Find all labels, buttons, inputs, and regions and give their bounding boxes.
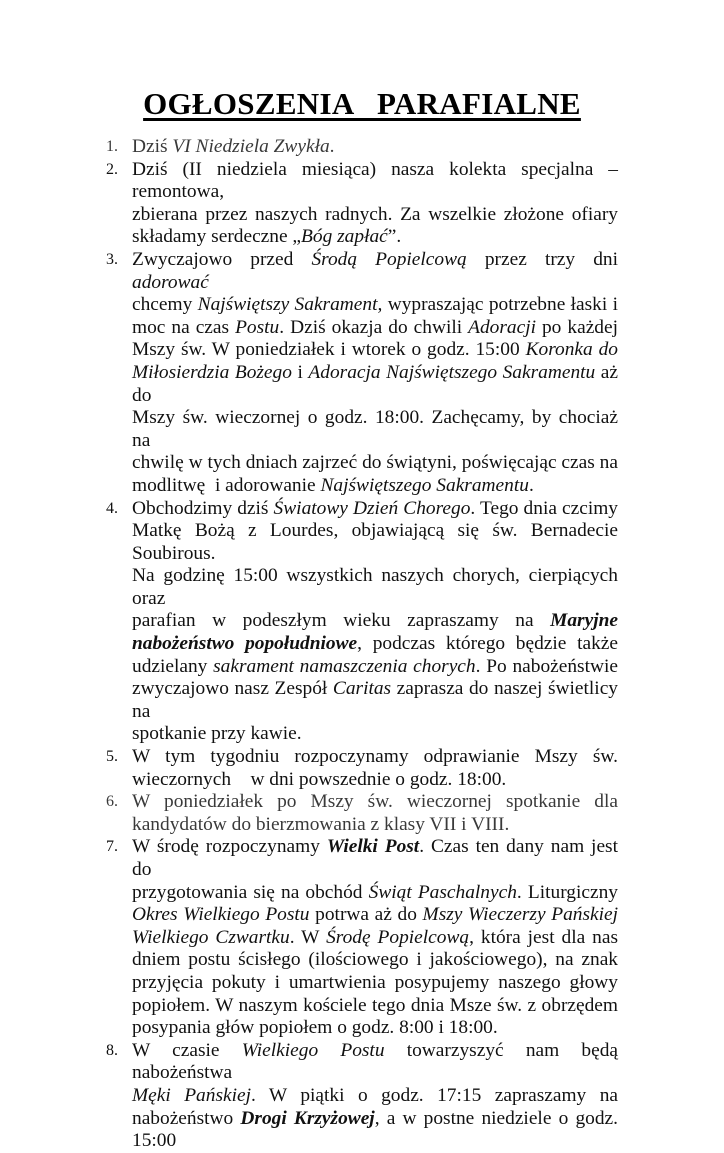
text-run: Dziś (II niedziela miesiąca) nasza kolekta specjalna – remontowa, [132, 158, 623, 203]
emphasized-text: Bóg zapłać [301, 226, 388, 248]
text-run: dniem postu ścisłego (ilościowego i jakościowego), na znak [132, 949, 618, 971]
text-run: Mszy św. W poniedziałek i wtorek o godz. 15:00 [132, 339, 526, 361]
announcement-item [106, 248, 623, 498]
text-line [132, 814, 618, 837]
text-line [132, 1107, 623, 1153]
text-run: . Czas ten dany nam jest do [132, 836, 623, 880]
text-line [132, 769, 618, 792]
text-run: , podczas którego będzie także [357, 633, 618, 655]
text-line [132, 1085, 618, 1108]
text-run: . Dziś okazja do chwili [279, 316, 469, 338]
emphasized-text: Najświętszego Sakramentu [320, 474, 529, 496]
text-run: spotkanie przy kawie. [132, 723, 302, 745]
text-line [132, 610, 618, 633]
text-run: Dziś [132, 136, 173, 157]
text-line [132, 972, 618, 995]
emphasized-text: Świąt Paschalnych [368, 881, 517, 903]
text-run: popiołem. W naszym kościele tego dnia Msze św. z obrzędem [132, 994, 618, 1016]
text-run: Matkę Bożą z Lourdes, objawiającą się św. Bernadecie Soubirous. [132, 520, 623, 564]
emphasized-text: VI Niedziela Zwykła [172, 136, 330, 157]
text-run: . Po nabożeństwie [475, 655, 618, 677]
text-line [132, 407, 623, 452]
item-number: 8. [106, 1041, 118, 1059]
text-line [132, 158, 623, 204]
text-line [132, 1017, 618, 1040]
text-run: W czasie [132, 1039, 242, 1061]
emphasized-text: adorować [132, 271, 209, 293]
text-line [132, 995, 618, 1018]
text-run: towarzyszyć nam będą nabożeństwa [132, 1039, 623, 1084]
text-run: . W piątki o godz. 17:15 zapraszamy na [250, 1084, 618, 1106]
text-run: wieczornych w dni powszednie o godz. 18:00. [132, 768, 507, 790]
text-line [132, 361, 623, 407]
text-line [132, 633, 618, 656]
text-run: parafian w podeszłym wieku zapraszamy na [132, 610, 551, 632]
text-run: składamy serdeczne „ [132, 226, 302, 248]
emphasized-text: Środą Popielcową [311, 248, 467, 270]
text-line [132, 656, 618, 679]
text-line [132, 565, 623, 610]
text-line [132, 248, 623, 294]
text-line [132, 882, 618, 905]
text-run: zbierana przez naszych radnych. Za wszelkie złożone ofiary [132, 203, 618, 225]
emphasized-text: Adoracja Najświętszego Sakramentu [308, 361, 596, 383]
text-run: przyjęcia pokuty i umartwienia posypujemy naszego głowy [132, 971, 618, 993]
emphasized-text: Postu [235, 316, 280, 338]
text-line [132, 294, 618, 317]
announcement-item [106, 791, 618, 836]
text-line [132, 927, 618, 950]
emphasized-text: sakrament namaszczenia chorych [213, 655, 476, 677]
page-title-text: OGŁOSZENIA PARAFIALNE [143, 86, 581, 121]
page-title [0, 86, 724, 122]
announcement-item [106, 746, 618, 791]
announcements-list [106, 136, 623, 1153]
text-run: . [528, 474, 534, 496]
announcement-item [106, 497, 623, 747]
emphasized-text: Miłosierdzia Bożego [132, 361, 292, 383]
item-number: 6. [106, 793, 118, 811]
text-run: . Tego dnia czcimy [470, 497, 618, 519]
emphasized-text: Wielkiego Czwartku [132, 926, 290, 948]
item-number: 1. [106, 138, 118, 155]
text-run: modlitwę i adorowanie [132, 474, 321, 496]
text-line [132, 723, 618, 746]
emphasized-text: Środę Popielcową [326, 926, 470, 948]
emphasized-text: Wielki Post [326, 836, 420, 858]
text-run: . [329, 136, 335, 157]
text-line [132, 1039, 623, 1085]
text-run: nabożeństwo [132, 1107, 241, 1129]
text-line [132, 475, 618, 498]
announcement-item [106, 136, 618, 159]
text-run: po każdej [535, 316, 618, 338]
text-line [132, 520, 623, 565]
text-line [132, 452, 618, 475]
text-run: zaprasza do naszej świetlicy na [132, 678, 623, 722]
emphasized-text: Męki Pańskiej [132, 1084, 251, 1106]
text-line [132, 204, 618, 227]
item-number: 4. [106, 499, 118, 517]
text-run: zwyczajowo nasz Zespół [132, 678, 333, 700]
item-number: 7. [106, 838, 118, 856]
item-number: 2. [106, 160, 118, 178]
text-run: wypraszając potrzebne łaski i [382, 294, 618, 316]
text-line [132, 949, 618, 972]
text-run: kandydatów do bierzmowania z klasy VII i VIII. [132, 813, 510, 835]
text-line [132, 791, 618, 814]
emphasized-text: Najświętszy Sakrament, [197, 294, 383, 316]
text-run: . W [289, 926, 327, 948]
text-run: udzielany [132, 655, 214, 677]
text-run: posypania głów popiołem o godz. 8:00 i 18:00. [132, 1017, 498, 1039]
emphasized-text: Okres Wielkiego Postu [132, 904, 310, 926]
emphasized-text: Adoracji [468, 316, 536, 338]
announcement-item [106, 1039, 623, 1153]
text-run: Zwyczajowo przed [132, 248, 312, 270]
item-number: 3. [106, 250, 118, 268]
emphasized-text: Maryjne [550, 610, 618, 632]
text-run: przez trzy dni [466, 248, 623, 270]
text-run: moc na czas [132, 316, 236, 338]
text-run: i [291, 361, 309, 383]
text-line [132, 836, 623, 881]
text-run: Mszy św. wieczornej o godz. 18:00. Zachęcamy, by chociaż na [132, 407, 623, 451]
text-line [132, 317, 618, 340]
text-run: aż do [132, 361, 623, 406]
text-run: W poniedziałek po Mszy św. wieczornej spotkanie dla [132, 791, 618, 813]
announcement-item [106, 836, 623, 1039]
text-run: potrwa aż do [309, 904, 423, 926]
text-line [132, 746, 618, 769]
emphasized-text: Caritas [332, 678, 392, 700]
emphasized-text: Mszy Wieczerzy Pańskiej [422, 904, 618, 926]
text-line [132, 136, 618, 159]
text-run: W środę rozpoczynamy [132, 836, 327, 858]
text-run: , która jest dla nas [469, 926, 618, 948]
text-run: , a w postne niedziele o godz. 15:00 [132, 1107, 623, 1152]
text-run: Obchodzimy dziś [132, 497, 274, 519]
text-line [132, 678, 623, 723]
text-run: chwilę w tych dniach zajrzeć do świątyni, poświęcając czas na [132, 452, 618, 474]
item-number: 5. [106, 748, 118, 766]
text-line [132, 904, 618, 927]
emphasized-text: Drogi Krzyżowej [240, 1107, 375, 1129]
text-run: chcemy [132, 294, 198, 316]
text-run: ”. [387, 226, 402, 248]
text-run: . Liturgiczny [516, 881, 618, 903]
text-line [132, 339, 618, 362]
text-line [132, 226, 618, 249]
text-line [132, 498, 618, 521]
text-run: Na godzinę 15:00 wszystkich naszych chorych, cierpiących oraz [132, 565, 623, 609]
text-run: W tym tygodniu rozpoczynamy odprawianie Mszy św. [132, 746, 618, 768]
emphasized-text: Światowy Dzień Chorego [273, 497, 471, 519]
announcement-item [106, 158, 623, 249]
emphasized-text: Koronka do [525, 339, 618, 361]
emphasized-text: nabożeństwo popołudniowe [132, 633, 358, 655]
text-run: przygotowania się na obchód [132, 881, 369, 903]
emphasized-text: Wielkiego Postu [241, 1039, 385, 1061]
